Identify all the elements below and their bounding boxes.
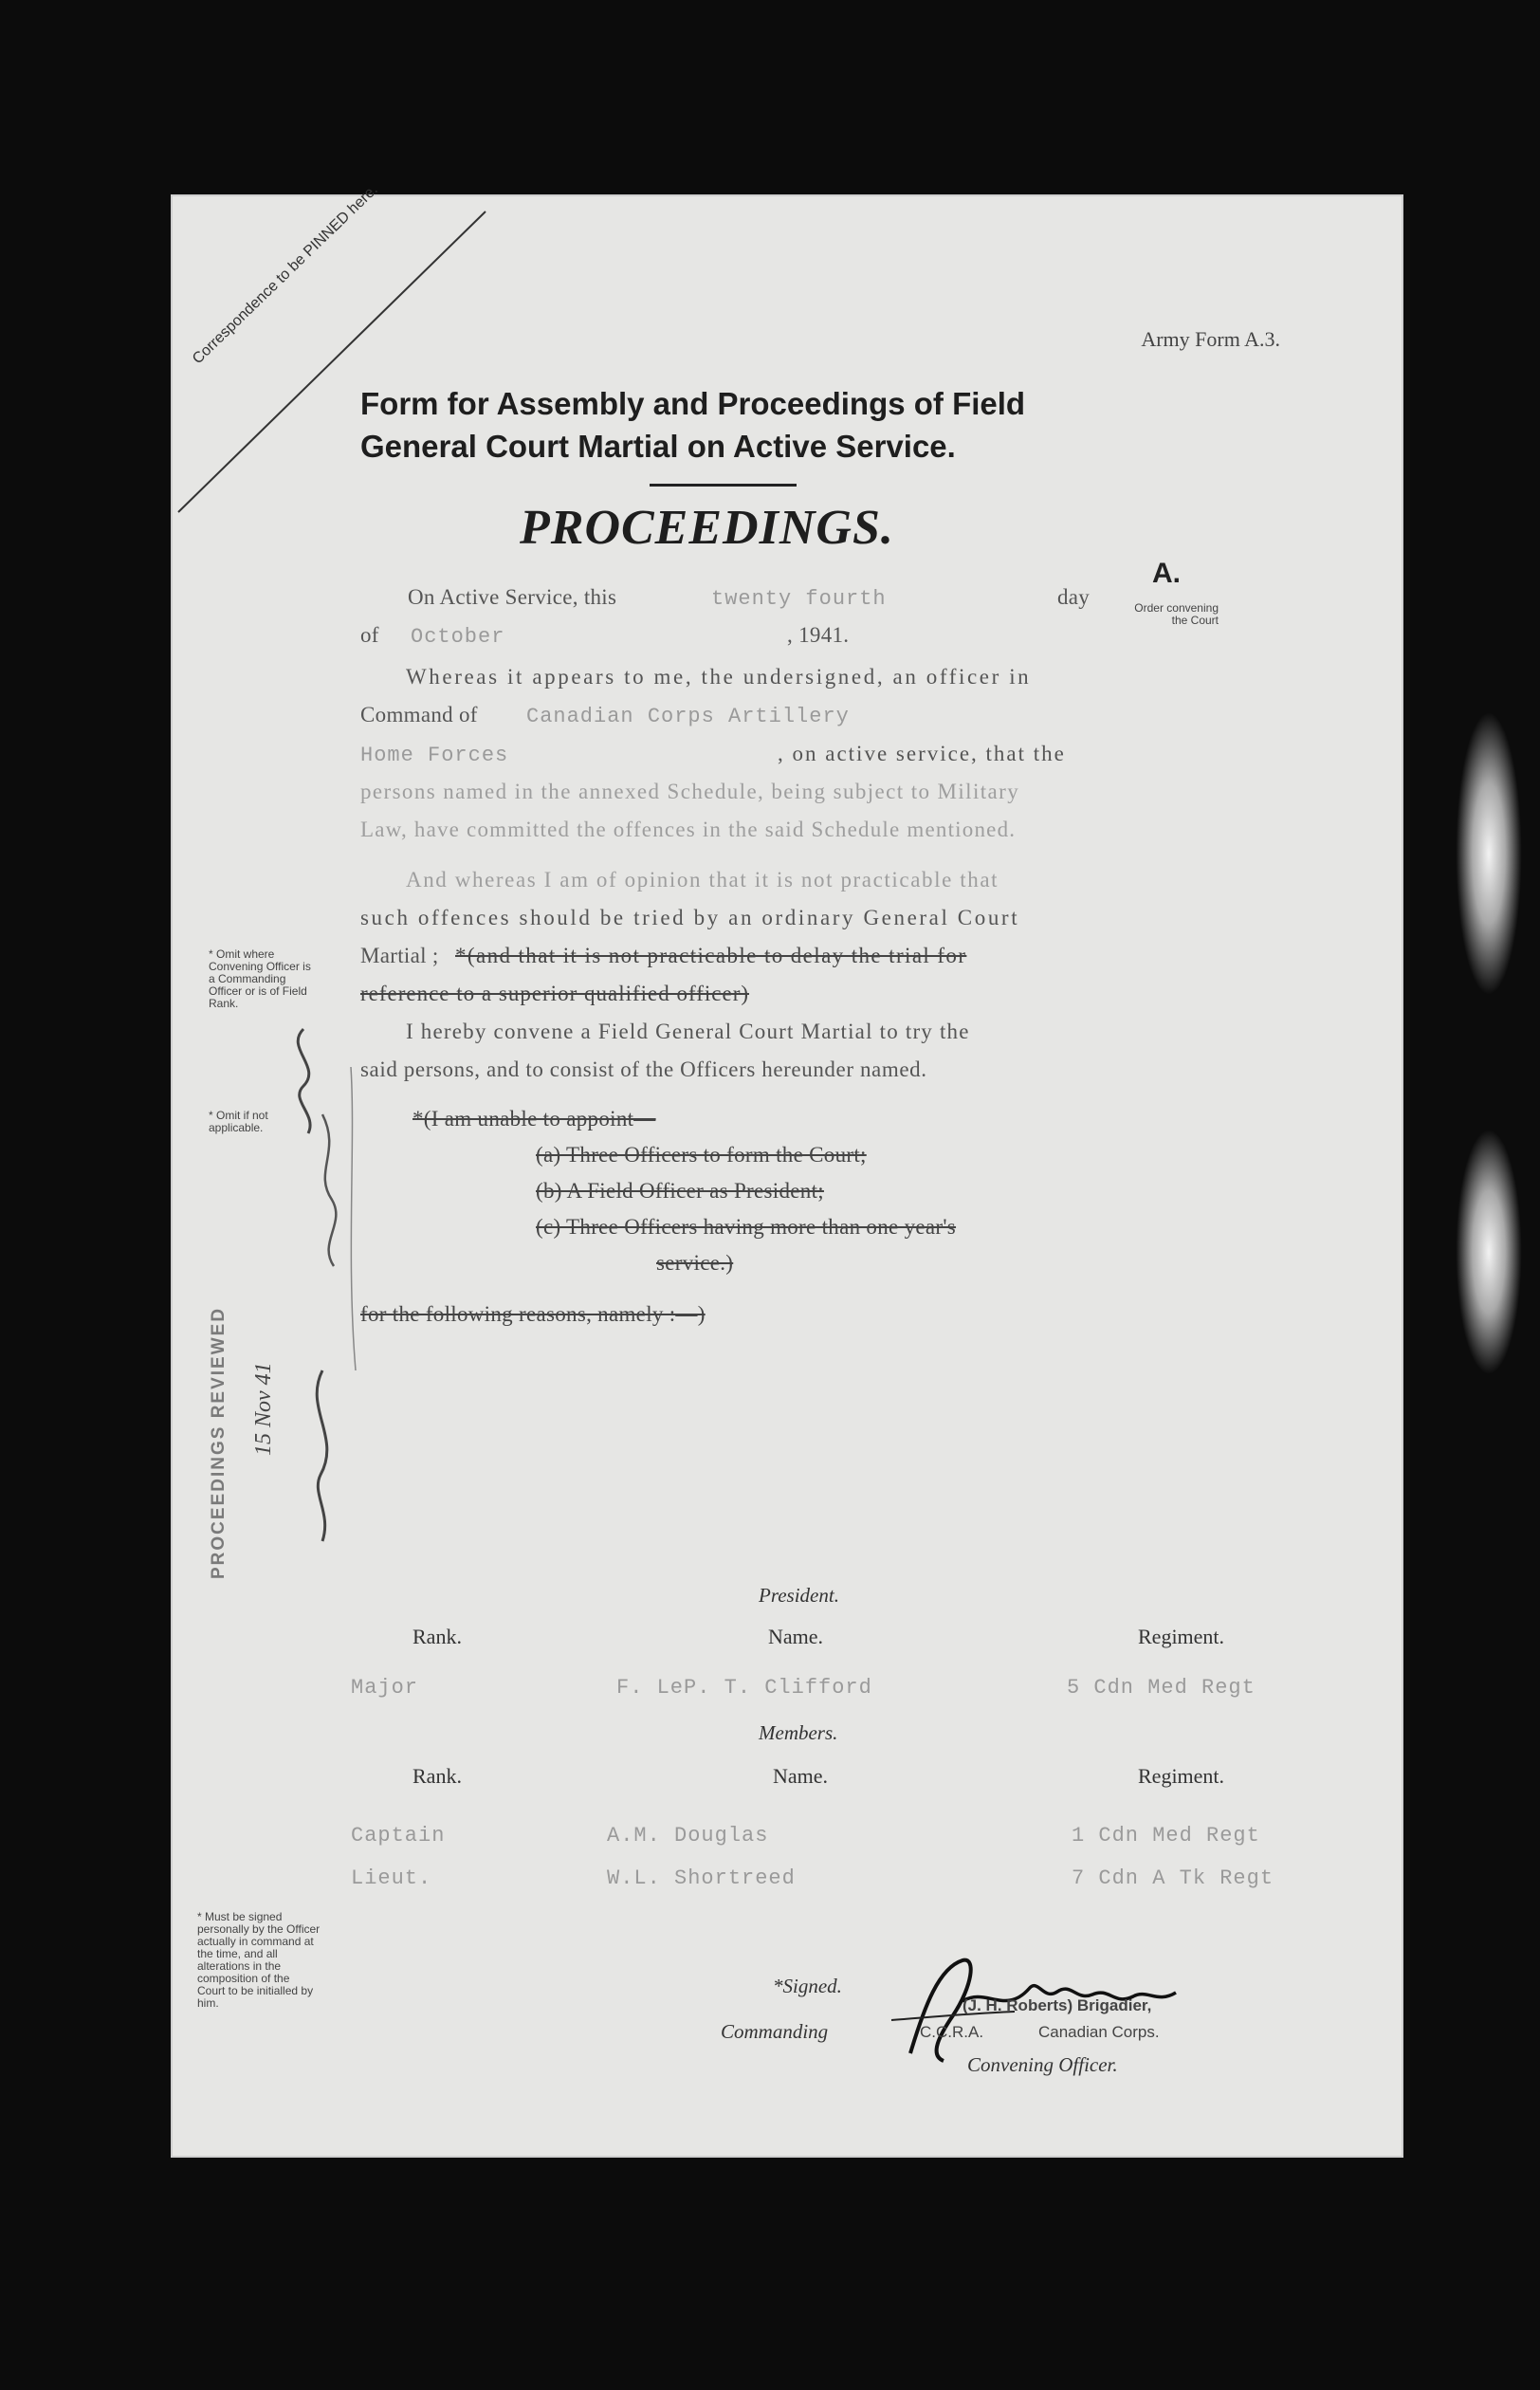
members-heading: Members. xyxy=(759,1721,838,1744)
form-number: Army Form A.3. xyxy=(1141,327,1280,351)
date-prefix: On Active Service, this xyxy=(408,585,617,609)
date-year: , 1941. xyxy=(787,623,850,647)
members-regiment-header: Regiment. xyxy=(1138,1764,1225,1788)
opinion-line4-struck: reference to a superior qualified officer) xyxy=(360,982,750,1005)
member-1-rank: Captain xyxy=(351,1824,446,1848)
commanding-label: Commanding xyxy=(721,2020,829,2043)
president-rank: Major xyxy=(351,1676,419,1700)
president-name: F. LeP. T. Clifford xyxy=(616,1676,872,1700)
form-page xyxy=(171,181,1403,2158)
form-title-line2: General Court Martial on Active Service. xyxy=(360,429,956,464)
members-rank-header: Rank. xyxy=(412,1764,462,1788)
president-regiment: 5 Cdn Med Regt xyxy=(1067,1676,1256,1700)
review-stamp xyxy=(209,1307,229,1579)
member-2-rank: Lieut. xyxy=(351,1866,432,1890)
members-name-header: Name. xyxy=(773,1764,829,1788)
date-day: twenty fourth xyxy=(711,587,887,611)
command-line4: persons named in the annexed Schedule, being subject to Military xyxy=(360,780,1020,803)
handwritten-initials xyxy=(266,1010,370,1579)
officer-line1: (J. H. Roberts) Brigadier, xyxy=(962,1996,1152,2014)
convening-officer-label: Convening Officer. xyxy=(967,2053,1118,2076)
form-title-line1: Form for Assembly and Proceedings of Field xyxy=(360,386,1026,421)
margin-note-omit-where: * Omit where Convening Officer is a Commanding Officer or is of Field Rank. xyxy=(209,947,311,1010)
margin-note-omit-if: * Omit if not applicable. xyxy=(209,1109,268,1134)
review-stamp-date: 15 Nov 41 xyxy=(251,1362,276,1456)
title-divider xyxy=(650,484,797,487)
member-1-regiment: 1 Cdn Med Regt xyxy=(1072,1824,1260,1848)
member-2-regiment: 7 Cdn A Tk Regt xyxy=(1072,1866,1274,1890)
president-rank-header: Rank. xyxy=(412,1625,462,1648)
command-line5: Law, have committed the offences in the said Schedule mentioned. xyxy=(360,818,1017,841)
unable-reasons: for the following reasons, namely :—) xyxy=(360,1302,706,1326)
command-prefix: Command of xyxy=(360,703,478,726)
president-heading: President. xyxy=(759,1584,839,1607)
unable-item1: (a) Three Officers to form the Court; xyxy=(536,1143,867,1167)
margin-note-must-be: * Must be signed personally by the Officer actually in command at the time, and all alterations in the composition of the Court to be initialled by him. xyxy=(197,1910,321,2010)
proceedings-heading: PROCEEDINGS. xyxy=(520,501,894,555)
unable-item2: (b) A Field Officer as President; xyxy=(536,1179,824,1203)
member-1-name: A.M. Douglas xyxy=(607,1824,769,1848)
unable-line: *(I am unable to appoint— xyxy=(412,1107,656,1131)
signed-label: *Signed. xyxy=(773,1975,842,1997)
pin-corner-note: Correspondence to be PINNED here. xyxy=(190,181,381,368)
unable-item3b: service.) xyxy=(656,1251,734,1275)
president-regiment-header: Regiment. xyxy=(1138,1625,1225,1648)
convene-line1: I hereby convene a Field General Court Martial to try the xyxy=(406,1020,970,1043)
command-unit: Canadian Corps Artillery xyxy=(526,705,850,728)
scan-glare-bottom xyxy=(1456,1129,1522,1375)
command-location: Home Forces xyxy=(360,744,509,767)
section-letter: A. xyxy=(1152,558,1181,589)
command-line3: , on active service, that the xyxy=(778,742,1066,765)
opinion-line3-plain: Martial ; xyxy=(360,944,439,967)
date-month: October xyxy=(411,625,505,649)
section-note: Order convening the Court xyxy=(1134,601,1219,627)
command-line1: Whereas it appears to me, the undersigned, an officer in xyxy=(406,665,1032,689)
date-day-label: day xyxy=(1057,585,1091,609)
unable-item3: (c) Three Officers having more than one year's xyxy=(536,1215,957,1239)
date-of-label: of xyxy=(360,623,379,647)
scan-glare-top xyxy=(1456,711,1522,996)
president-name-header: Name. xyxy=(768,1625,824,1648)
officer-line2: C.C.R.A. xyxy=(920,2023,984,2041)
pin-corner-line xyxy=(171,194,493,517)
review-stamp-label: PROCEEDINGS REVIEWED xyxy=(209,1306,229,1579)
convene-line2: said persons, and to consist of the Officers hereunder named. xyxy=(360,1057,927,1081)
opinion-line1: And whereas I am of opinion that it is not practicable that xyxy=(406,868,999,892)
opinion-line2: such offences should be tried by an ordinary General Court xyxy=(360,906,1020,929)
opinion-line3-struck: *(and that it is not practicable to delay the trial for xyxy=(455,944,967,967)
member-2-name: W.L. Shortreed xyxy=(607,1866,796,1890)
officer-line3: Canadian Corps. xyxy=(1038,2023,1160,2041)
